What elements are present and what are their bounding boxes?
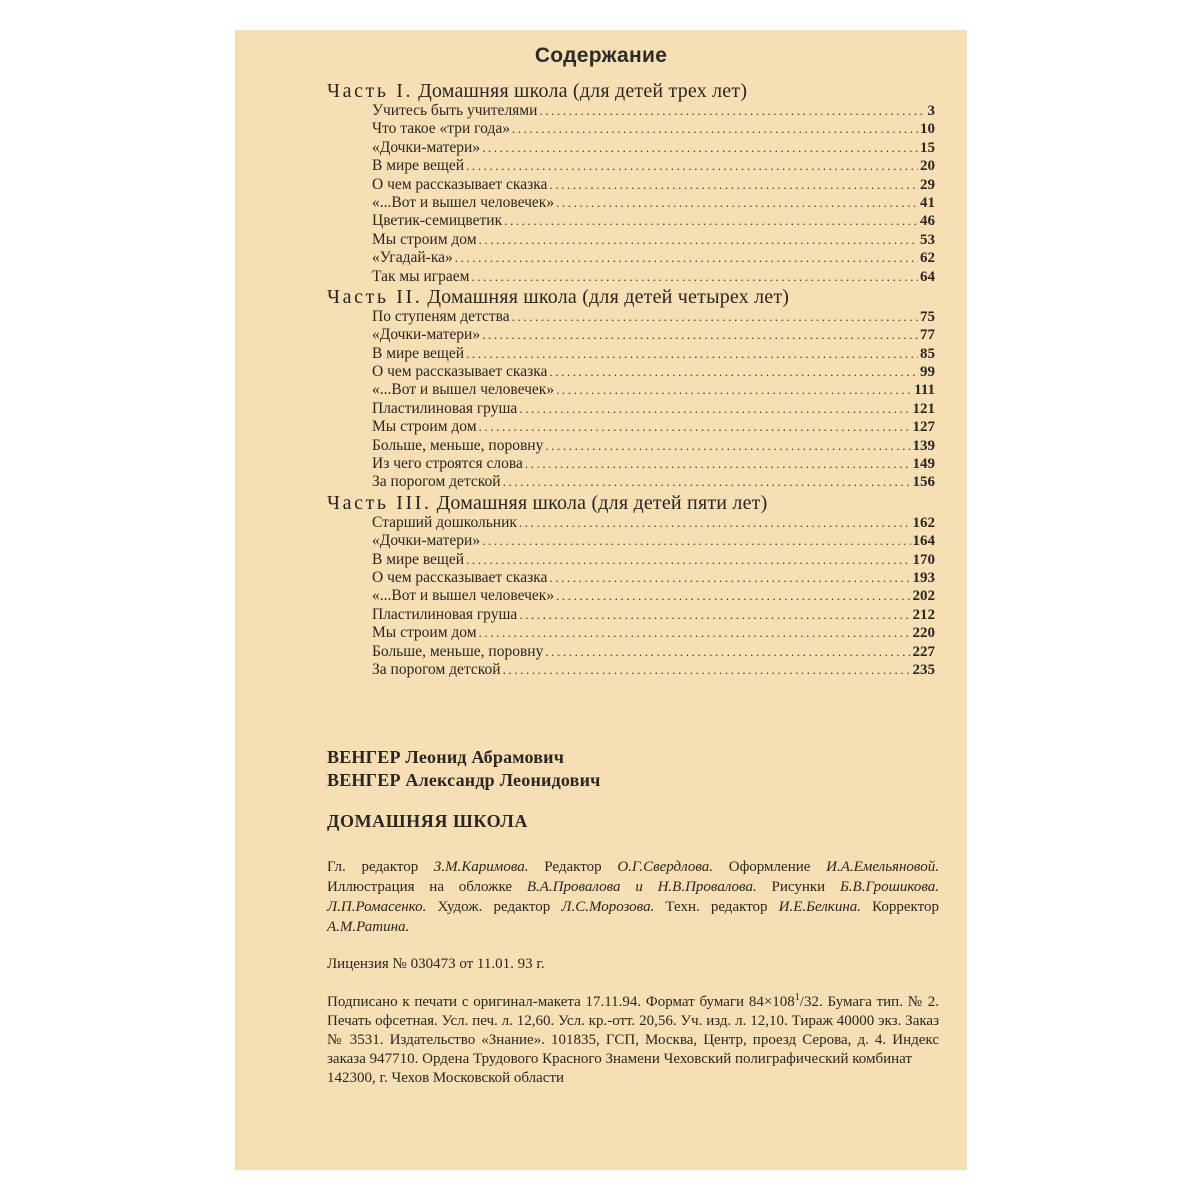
toc-entry-page: 235: [912, 661, 935, 678]
toc-part-label: Часть I.: [327, 80, 414, 102]
toc-entry-title: За порогом детской: [372, 473, 501, 491]
toc-entry-page: 111: [914, 382, 935, 399]
toc-leader-dots: [479, 624, 911, 642]
toc-leader-dots: [466, 345, 918, 363]
toc-entry: [372, 381, 935, 399]
imprint-text-1: Подписано к печати с оригинал-макета 17.11.94. Формат бумаги 84×108: [327, 993, 795, 1010]
toc-entry: [372, 176, 935, 194]
credit-role: Корректор: [861, 898, 939, 915]
toc-part-title: Домашняя школа (для детей пяти лет): [436, 491, 768, 514]
toc-leader-dots: [479, 231, 918, 249]
toc-entry: [372, 514, 935, 532]
toc-leader-dots: [549, 363, 918, 381]
credit-person: В.А.Провалова и Н.В.Провалова.: [526, 879, 757, 896]
toc-entry: [372, 231, 935, 249]
toc-leader-dots: [539, 102, 925, 120]
toc-entry-page: 121: [912, 400, 935, 417]
toc-entry-page: 85: [920, 345, 935, 362]
toc-entry: [372, 624, 935, 642]
credit-person: З.М.Каримова.: [433, 859, 529, 876]
toc-entry: [372, 418, 935, 436]
toc-entry-title: Старший дошкольник: [372, 513, 517, 531]
toc-entry-title: Учитесь быть учителями: [372, 102, 538, 119]
toc-entry-title: В мире вещей: [372, 550, 465, 568]
toc-entry-title: «Дочки-матери»: [372, 326, 481, 344]
toc-part-heading: [327, 286, 935, 308]
toc-entry: [372, 308, 935, 326]
toc-part-label: Часть II.: [327, 285, 423, 308]
toc-entry-title: Мы строим дом: [372, 418, 477, 436]
toc-entry: [372, 455, 935, 473]
toc-entry-page: 139: [912, 437, 935, 454]
toc-entry-title: Мы строим дом: [372, 624, 477, 642]
toc-entry-title: За порогом детской: [372, 660, 501, 678]
toc-entry-title: «...Вот и вышел человечек»: [372, 381, 555, 399]
toc-entry: [372, 268, 935, 286]
toc-entry-title: О чем рассказывает сказка: [372, 175, 548, 193]
toc-entry-title: Больше, меньше, поровну: [372, 436, 544, 454]
toc-leader-dots: [503, 661, 911, 679]
toc-leader-dots: [525, 455, 911, 473]
toc-leader-dots: [503, 473, 911, 491]
toc-entry-title: Пластилиновая груша: [372, 399, 518, 417]
toc-leader-dots: [512, 120, 918, 138]
toc-entry: [372, 120, 935, 138]
toc-leader-dots: [545, 437, 910, 455]
toc-entry: [372, 437, 935, 455]
toc-entry: [372, 569, 935, 587]
credit-role: Рисунки: [756, 879, 840, 896]
toc-leader-dots: [466, 551, 910, 569]
toc-entry-page: 99: [920, 364, 935, 381]
toc-entry-page: 149: [912, 456, 935, 473]
toc-entry-page: 3: [927, 103, 935, 119]
toc-leader-dots: [519, 606, 910, 624]
toc-entry-page: 227: [912, 643, 935, 660]
toc-entry: [372, 606, 935, 624]
toc-leader-dots: [471, 268, 918, 286]
toc-entry-page: 29: [920, 176, 935, 193]
toc-leader-dots: [455, 249, 918, 267]
toc-entry: [372, 249, 935, 267]
toc-leader-dots: [466, 157, 918, 175]
toc-entry-page: 156: [912, 474, 935, 491]
toc-entry-page: 10: [920, 121, 935, 138]
imprint-superscript: 1: [794, 991, 800, 1003]
credit-person: А.М.Ратина.: [327, 918, 410, 935]
imprint-paragraph: [327, 993, 939, 1089]
toc-entry-title: О чем рассказывает сказка: [372, 568, 548, 586]
toc-entry-title: «...Вот и вышел человечек»: [372, 193, 555, 211]
toc-entry: [372, 643, 935, 661]
toc-entry: [372, 473, 935, 491]
toc-part-title: Домашняя школа (для детей трех лет): [418, 80, 748, 102]
toc-entry-page: 220: [912, 625, 935, 642]
toc-entry-title: Цветик-семицветик: [372, 212, 503, 230]
toc-leader-dots: [482, 326, 918, 344]
toc-entry: [372, 326, 935, 344]
toc-entry: [372, 551, 935, 569]
license-line: Лицензия № 030473 от 11.01. 93 г.: [327, 955, 545, 972]
credit-person: И.А.Емельяновой.: [826, 859, 939, 876]
toc-entry-title: Пластилиновая груша: [372, 605, 518, 623]
toc-entry-title: «...Вот и вышел человечек»: [372, 587, 555, 605]
toc-entry-page: 127: [912, 419, 935, 436]
credit-role: Техн. редактор: [654, 898, 779, 915]
toc-leader-dots: [482, 532, 910, 550]
toc-entry-page: 162: [912, 514, 935, 531]
toc-leader-dots: [482, 139, 918, 157]
toc-part-heading: [327, 80, 935, 102]
toc-entry-page: 202: [912, 588, 935, 605]
toc-entry-page: 46: [920, 213, 935, 230]
credit-person: Л.С.Морозова.: [561, 898, 655, 915]
toc-entry: [372, 157, 935, 175]
toc-entry-page: 64: [920, 268, 935, 285]
toc-entry-page: 77: [920, 327, 935, 344]
toc-entry-title: По ступеням детства: [372, 307, 510, 325]
toc-entry: [372, 400, 935, 418]
credits-paragraph: [327, 858, 939, 937]
toc-entry-title: В мире вещей: [372, 344, 465, 362]
toc-entry-title: О чем рассказывает сказка: [372, 363, 548, 381]
toc-leader-dots: [549, 569, 910, 587]
toc-entry: [372, 661, 935, 679]
book-title: ДОМАШНЯЯ ШКОЛА: [327, 811, 528, 832]
toc-entry-title: Так мы играем: [372, 267, 470, 285]
credit-role: Редактор: [528, 859, 618, 876]
toc-parts: [327, 80, 935, 679]
toc-entry: [372, 212, 935, 230]
author-1: ВЕНГЕР Леонид Абрамович: [327, 747, 565, 768]
imprint-address: 142300, г. Чехов Московской области: [327, 1070, 565, 1087]
toc-entry: [372, 139, 935, 157]
toc-entry-page: 62: [920, 250, 935, 267]
credit-role: Гл. редактор: [327, 859, 434, 876]
toc-entry-page: 170: [912, 551, 935, 568]
credit-person: Б.В.Грошикова. Л.П.Ромасенко.: [327, 879, 940, 915]
toc-leader-dots: [556, 587, 910, 605]
toc-entry-title: «Дочки-матери»: [372, 532, 481, 550]
toc-entry-page: 20: [920, 158, 935, 175]
toc-entry-page: 193: [912, 569, 935, 586]
toc-leader-dots: [519, 400, 910, 418]
toc-part-label: Часть III.: [327, 491, 432, 514]
toc-part-heading: [327, 492, 935, 514]
toc-entry-title: В мире вещей: [372, 157, 465, 175]
credit-person: О.Г.Свердлова.: [617, 859, 714, 876]
credit-role: Оформление: [713, 859, 827, 876]
toc-entry-title: Что такое «три года»: [372, 120, 510, 138]
authors-block: [327, 746, 935, 792]
toc-entry: [372, 363, 935, 381]
toc-entry-title: «Дочки-матери»: [372, 138, 481, 156]
credit-person: И.Е.Белкина.: [778, 898, 862, 915]
toc-entry-page: 212: [912, 606, 935, 623]
toc-entry-title: Из чего строятся слова: [372, 455, 523, 473]
author-2: ВЕНГЕР Александр Леонидович: [327, 770, 601, 791]
credit-role: Худож. редактор: [426, 898, 562, 915]
toc-leader-dots: [512, 308, 918, 326]
toc-leader-dots: [556, 381, 912, 399]
toc-entry-title: Мы строим дом: [372, 230, 477, 248]
credit-role: Иллюстрация на обложке: [327, 879, 527, 896]
imprint-text-2: /32. Бумага тип. № 2. Печать офсетная. Усл. печ. л. 12,60. Усл. кр.-отт. 20,56. Уч. изд. л. 12,10. Тираж 40000 экз. Заказ № 3531. Издательство «Знание». 101835, ГСП, Москва, Центр, проезд Серова, д. 4. Индекс заказа 947710. Ордена Трудового Красного Знамени Чеховский полиграфический комбинат: [327, 993, 939, 1068]
toc-entry-page: 53: [920, 231, 935, 248]
toc-entry: [372, 532, 935, 550]
toc-leader-dots: [549, 176, 918, 194]
toc-heading: Содержание: [534, 44, 668, 67]
toc-leader-dots: [519, 514, 911, 532]
toc-entry-page: 75: [920, 308, 935, 325]
toc-entry: [372, 587, 935, 605]
toc-leader-dots: [545, 643, 910, 661]
toc-entry-title: «Угадай-ка»: [372, 249, 453, 267]
toc-leader-dots: [504, 212, 918, 230]
toc-part-title: Домашняя школа (для детей четырех лет): [427, 285, 790, 308]
toc-entry: [372, 194, 935, 212]
toc-entry: [372, 102, 935, 120]
toc-entry-title: Больше, меньше, поровну: [372, 642, 544, 660]
toc-entry-page: 15: [920, 139, 935, 156]
toc-entry: [372, 345, 935, 363]
toc-leader-dots: [556, 194, 918, 212]
toc-entry-page: 164: [912, 533, 935, 550]
toc-entry-page: 41: [920, 194, 935, 211]
book-page: [235, 30, 967, 1170]
toc-leader-dots: [479, 418, 911, 436]
